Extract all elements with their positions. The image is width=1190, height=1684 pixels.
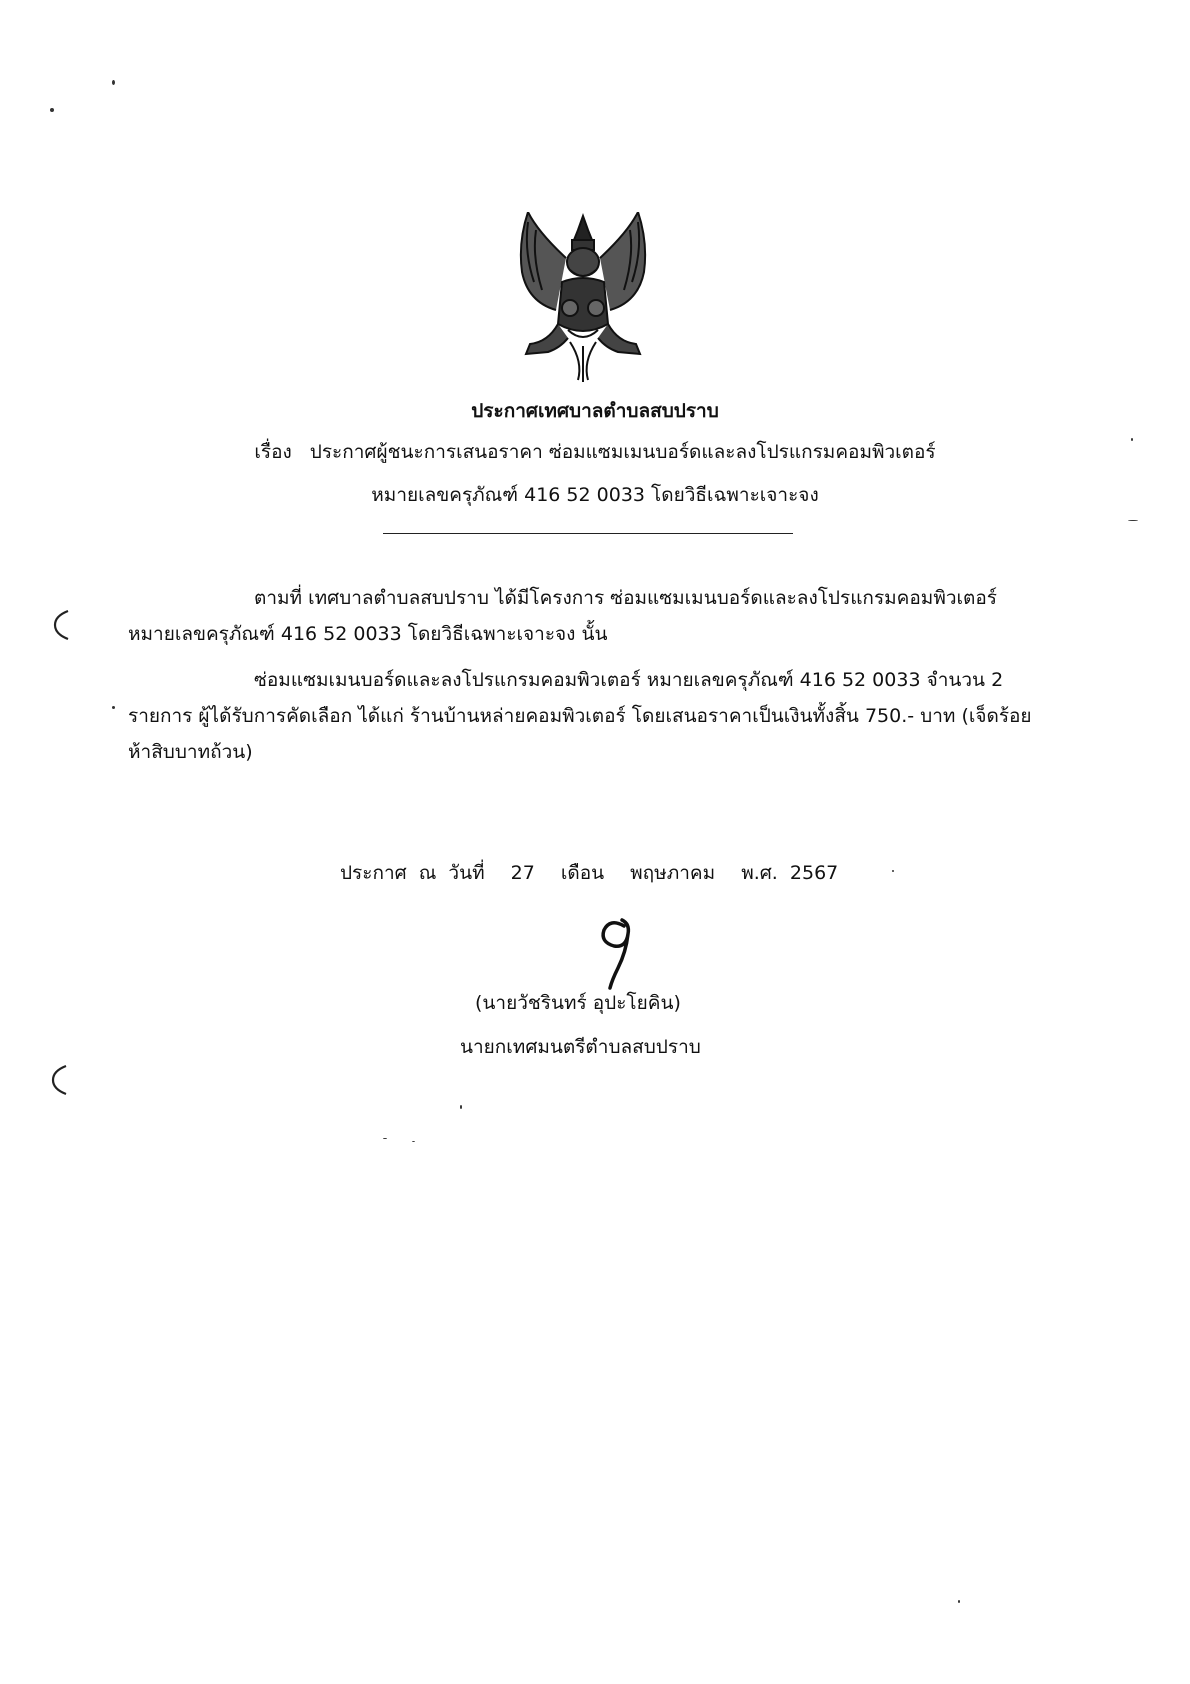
- signature-icon: [582, 912, 652, 992]
- scan-speck: [50, 108, 54, 112]
- paragraph-2: [128, 662, 1068, 770]
- scan-speck: [892, 870, 894, 872]
- signatory-position: นายกเทศมนตรีตำบลสบปราบ: [460, 1036, 701, 1058]
- date-year: พ.ศ. 2567: [741, 862, 839, 884]
- scan-speck: [1128, 520, 1138, 521]
- paragraph-2-line-1: ซ่อมแซมเมนบอร์ดและลงโปรแกรมคอมพิวเตอร์ หมายเลขครุภัณฑ์ 416 52 0033 จำนวน 2: [254, 669, 1004, 691]
- scan-speck: [112, 80, 115, 85]
- scan-speck: [112, 706, 115, 709]
- procurement-line: หมายเลขครุภัณฑ์ 416 52 0033 โดยวิธีเฉพาะเจาะจง: [371, 484, 819, 506]
- garuda-emblem-icon: [508, 212, 658, 384]
- paragraph-1: [128, 580, 1068, 652]
- subject-label: เรื่อง: [254, 441, 292, 463]
- punch-hole-icon: [50, 1063, 70, 1097]
- scan-speck: [958, 1600, 960, 1603]
- paragraph-2-line-3: ห้าสิบบาทถ้วน): [128, 741, 253, 764]
- date-day: 27: [510, 862, 535, 884]
- scan-speck: [412, 1141, 415, 1142]
- subject-line: [0, 437, 1190, 467]
- divider: [383, 533, 793, 534]
- date-month-label: เดือน: [560, 862, 605, 884]
- paragraph-2-line-2: รายการ ผู้ได้รับการคัดเลือก ได้แก่ ร้านบ้านหล่ายคอมพิวเตอร์ โดยเสนอราคาเป็นเงินทั้งสิ้น 750.- บาท (เจ็ดร้อย: [128, 705, 1032, 728]
- announcement-date: [340, 858, 838, 888]
- paragraph-1-line-2: หมายเลขครุภัณฑ์ 416 52 0033 โดยวิธีเฉพาะเจาะจง นั้น: [128, 623, 608, 646]
- subject-text: ประกาศผู้ชนะการเสนอราคา ซ่อมแซมเมนบอร์ดและลงโปรแกรมคอมพิวเตอร์: [309, 441, 936, 463]
- date-prefix: ประกาศ ณ วันที่: [340, 862, 485, 884]
- date-month: พฤษภาคม: [630, 862, 716, 884]
- signatory-name: (นายวัชรินทร์ อุปะโยคิน): [475, 992, 681, 1014]
- punch-hole-icon: [52, 608, 72, 642]
- scan-speck: [460, 1105, 462, 1109]
- paragraph-1-line-1: ตามที่ เทศบาลตำบลสบปราบ ได้มีโครงการ ซ่อมแซมเมนบอร์ดและลงโปรแกรมคอมพิวเตอร์: [254, 587, 997, 609]
- page-title: ประกาศเทศบาลตำบลสบปราบ: [471, 400, 719, 422]
- scan-speck: [383, 1138, 387, 1139]
- scan-speck: [1131, 438, 1133, 441]
